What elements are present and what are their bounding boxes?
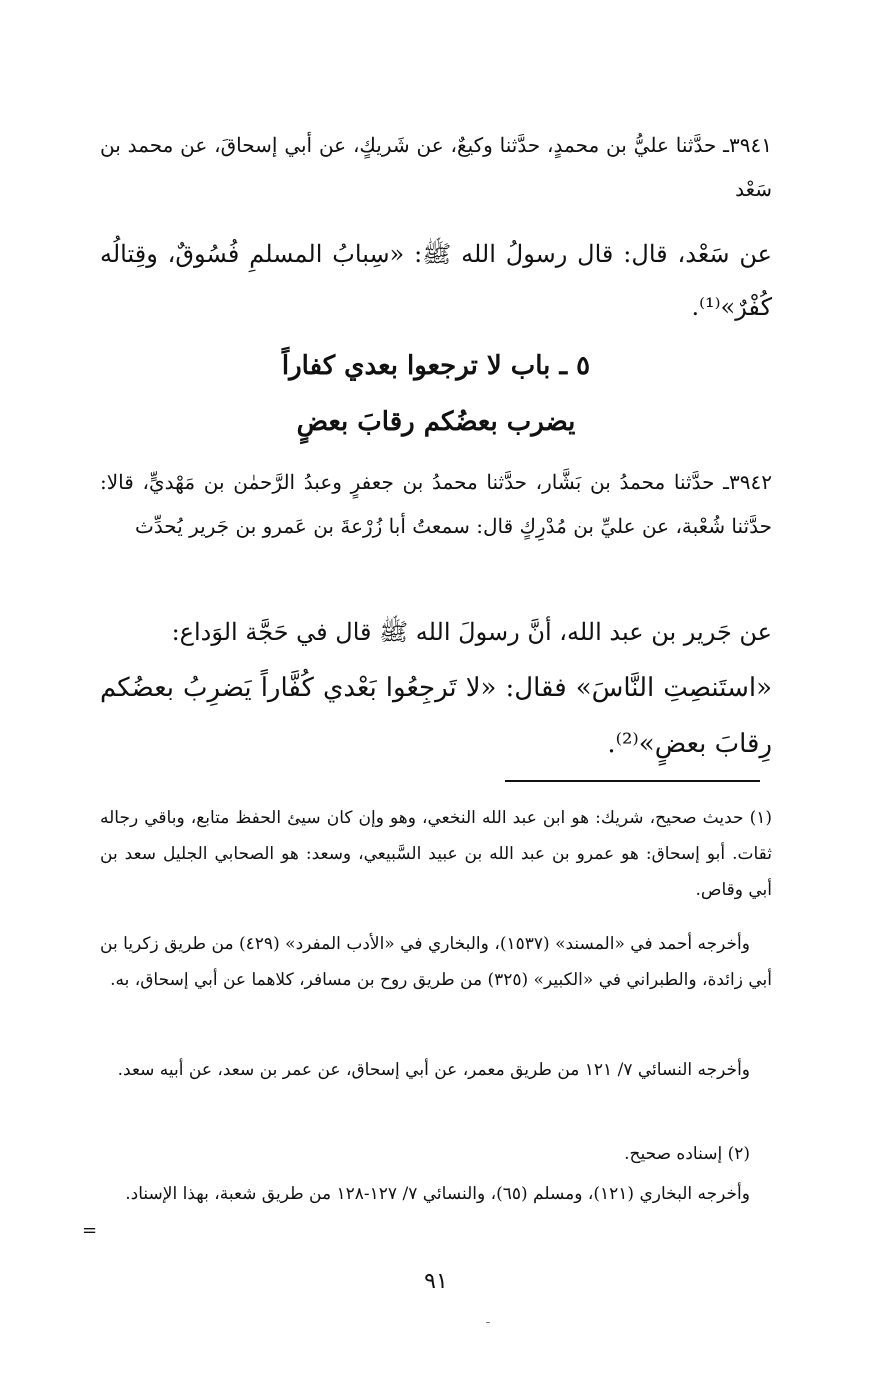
footnote-2-paragraph-1-text: (٢) إسناده صحيح. xyxy=(624,1144,750,1164)
footnote-1-paragraph-2-text: وأخرجه أحمد في «المسند» (١٥٣٧)، والبخاري في «الأدب المفرد» (٤٢٩) من طريق زكريا بن أبي زائدة، والطبراني في «الكبير» (٣٢٥) من طريق روح بن مسافر، كلاهما عن أبي إسحاق، به. xyxy=(100,934,772,990)
chapter-title-line-2: يضرب بعضُكم رقابَ بعضٍ xyxy=(296,407,576,437)
hadith-3941-isnad: ٣٩٤١ـ حدَّثنا عليُّ بن محمدٍ، حدَّثنا وكيعٌ، عن شَريكٍ، عن أبي إسحاقَ، عن محمد بن سَعْد xyxy=(100,133,772,201)
hadith-3942-matn-rest: «استَنصِتِ النَّاسَ» فقال: «لا تَرجِعُوا بَعْدي كُفَّاراً يَضرِبُ بعضُكم رِقابَ بعضٍ»⁽²⁾. xyxy=(100,673,772,759)
footnote-1-paragraph-2 xyxy=(100,926,772,998)
page-number: ٩١ xyxy=(424,1269,448,1294)
footnote-1-paragraph-3-text: وأخرجه النسائي ٧/ ١٢١ من طريق معمر، عن أبي إسحاق، عن عمر بن سعد، عن أبيه سعد. xyxy=(117,1060,750,1080)
chapter-title-line-1: ٥ ـ باب لا ترجعوا بعدي كفاراً xyxy=(281,351,591,381)
hadith-3942-isnad: ٣٩٤٢ـ حدَّثنا محمدُ بن بَشَّار، حدَّثنا محمدُ بن جعفرٍ وعبدُ الرَّحمٰن بن مَهْديٍّ، قالا: حدَّثنا شُعْبة، عن عليِّ بن مُدْرِكٍ قال: سمعتُ أبا زُرْعةَ بن عَمرو بن جَرير يُحدِّث xyxy=(100,470,772,538)
print-speck xyxy=(486,1322,490,1323)
footnote-2-paragraph-2-text: وأخرجه البخاري (١٢١)، ومسلم (٦٥)، والنسائي ٧/ ١٢٧-١٢٨ من طريق شعبة، بهذا الإسناد. xyxy=(125,1184,750,1204)
hadith-3942-matn-line-1: عن جَرير بن عبد الله، أنَّ رسولَ الله ﷺ قال في حَجَّة الوَداع: xyxy=(171,618,772,646)
footnote-2-paragraph-1 xyxy=(100,1136,772,1172)
continuation-mark: = xyxy=(82,1220,98,1241)
footnote-2-paragraph-2 xyxy=(100,1176,772,1212)
footnote-separator xyxy=(505,780,760,782)
footnote-1-paragraph-3 xyxy=(100,1052,772,1088)
hadith-3941-matn: عن سَعْد، قال: قال رسولُ الله ﷺ: «سِبابُ المسلمِ فُسُوقٌ، وقِتالُه كُفْرٌ»⁽¹⁾. xyxy=(100,240,772,321)
footnote-1-paragraph-1: (١) حديث صحيح، شريك: هو ابن عبد الله النخعي، وهو وإن كان سيئ الحفظ متابع، وباقي رجاله ثقات. أبو إسحاق: هو عمرو بن عبد الله بن عبيد السَّبيعي، وسعد: هو الصحابي الجليل سعد بن أبي وقاص. xyxy=(100,808,772,900)
